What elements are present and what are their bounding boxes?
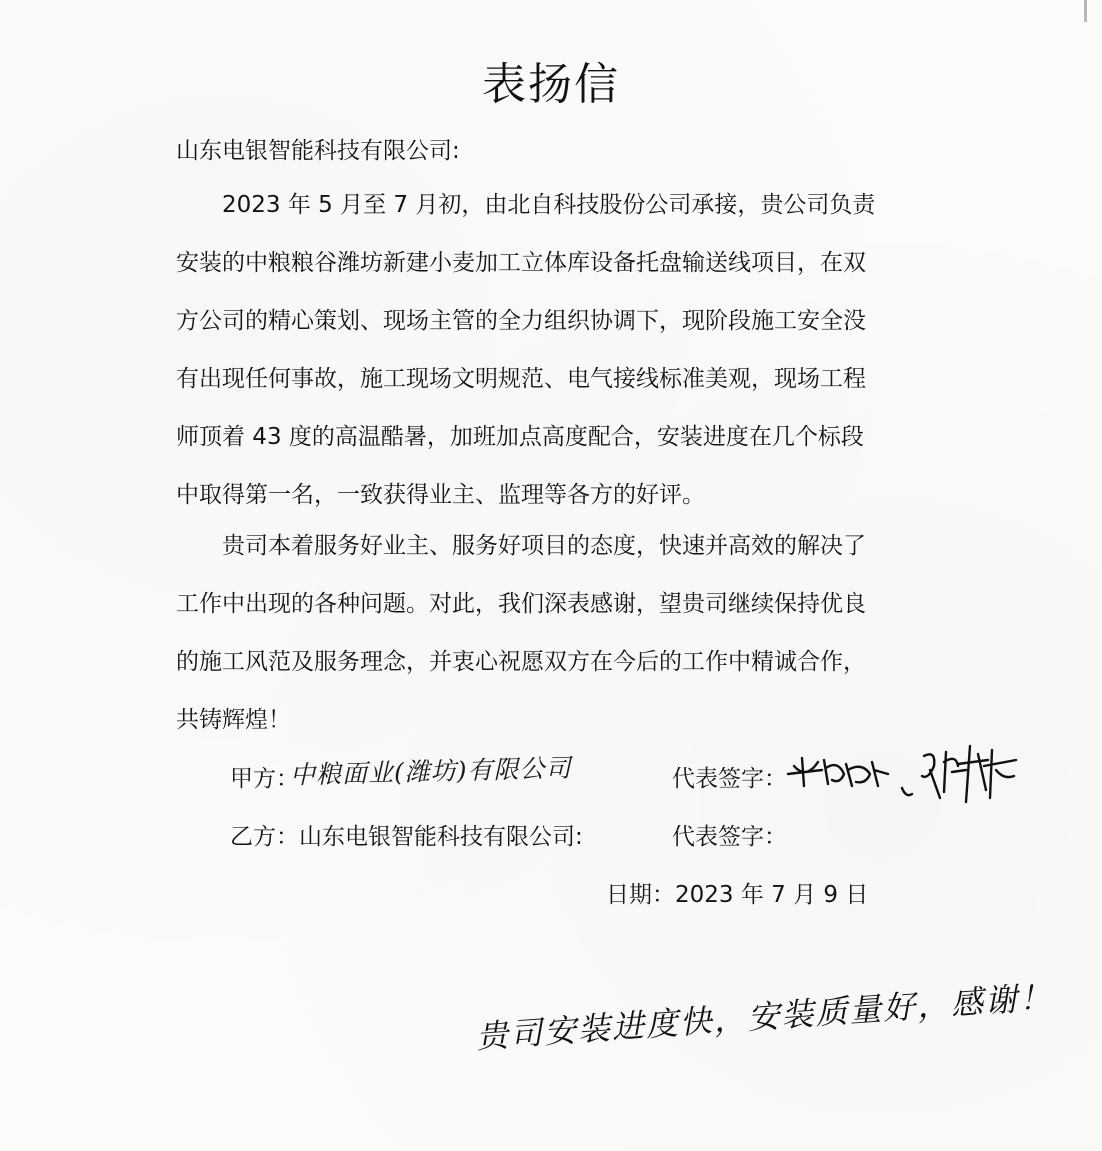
- paragraph-1-line: 方公司的精心策划、现场主管的全力组织协调下，现阶段施工安全没: [176, 308, 866, 334]
- paragraph-1-line: 2023 年 5 月至 7 月初，由北自科技股份公司承接，贵公司负责: [222, 192, 876, 218]
- representative-label-a: 代表签字：: [672, 766, 787, 792]
- letter-date: 日期：2023 年 7 月 9 日: [606, 882, 869, 908]
- salutation: 山东电银智能科技有限公司:: [176, 138, 460, 164]
- representative-label-b: 代表签字：: [672, 824, 787, 850]
- paragraph-2-line: 共铸辉煌！: [176, 707, 291, 733]
- handwritten-note: 贵司安装进度快，安装质量好，感谢！: [474, 977, 1055, 1056]
- scan-edge-mark: [1084, 0, 1087, 22]
- signature-a1: [782, 740, 892, 800]
- paragraph-1-line: 安装的中粮粮谷潍坊新建小麦加工立体库设备托盘输送线项目，在双: [176, 250, 866, 276]
- party-b-label: 乙方：山东电银智能科技有限公司:: [230, 824, 583, 850]
- paragraph-1-line: 师顶着 43 度的高温酷暑，加班加点高度配合，安装进度在几个标段: [176, 424, 864, 450]
- signature-a2: [896, 736, 1026, 806]
- letter-title: 表扬信: [482, 59, 620, 110]
- paragraph-1-line: 有出现任何事故，施工现场文明规范、电气接线标准美观，现场工程: [176, 366, 866, 392]
- paragraph-2-line: 贵司本着服务好业主、服务好项目的态度，快速并高效的解决了: [222, 533, 866, 559]
- paragraph-1: [176, 188, 918, 536]
- paragraph-1-line: 中取得第一名，一致获得业主、监理等各方的好评。: [176, 482, 705, 508]
- paragraph-2-line: 工作中出现的各种问题。对此，我们深表感谢，望贵司继续保持优良: [176, 591, 866, 617]
- party-a-label: 甲方：: [230, 766, 299, 792]
- paragraph-2-line: 的施工风范及服务理念，并衷心祝愿双方在今后的工作中精诚合作，: [176, 649, 866, 675]
- paragraph-2: [176, 529, 918, 761]
- party-a-handwritten-name: 中粮面业(潍坊)有限公司: [289, 753, 572, 790]
